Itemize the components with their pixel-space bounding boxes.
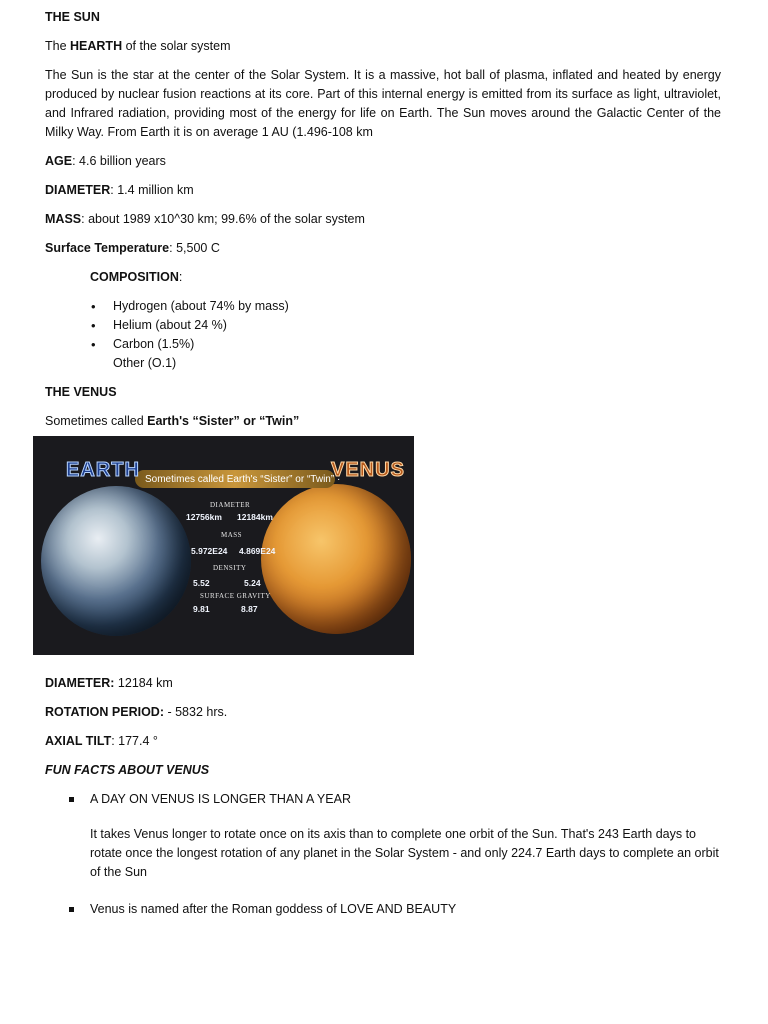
earth-diameter-value: 12756km bbox=[186, 512, 222, 522]
list-item bbox=[90, 790, 721, 882]
fact-value: 12184 km bbox=[114, 676, 173, 690]
fact-value: : 1.4 million km bbox=[110, 183, 194, 197]
sun-fact-mass bbox=[45, 210, 721, 229]
fact-label: DIAMETER bbox=[45, 183, 111, 197]
fun-fact-title: Venus is named after the Roman goddess of LOVE AND BEAUTY bbox=[90, 902, 457, 916]
fun-facts-list bbox=[45, 790, 721, 919]
fun-fact-body: It takes Venus longer to rotate once on its axis than to complete one orbit of the Sun. That's 243 Earth days to rotate once the longest rotation of any planet in the Solar System - and only 224.7 Earth days to complete an orbit of the Sun bbox=[90, 827, 719, 879]
document-page bbox=[45, 8, 721, 441]
tagline-text: Sometimes called Earth's “Sister” or “Twin” · bbox=[145, 474, 341, 485]
venus-fact-rotation bbox=[45, 703, 721, 722]
square-bullet-icon bbox=[69, 797, 74, 802]
sun-fact-diameter bbox=[45, 181, 721, 200]
venus-label: VENUS bbox=[331, 459, 405, 481]
earth-label: EARTH bbox=[66, 459, 140, 481]
venus-heading: THE VENUS bbox=[45, 385, 117, 399]
venus-mass-value: 4.869E24 bbox=[239, 546, 276, 556]
fact-label: DIAMETER: bbox=[45, 676, 115, 690]
square-bullet-icon bbox=[69, 907, 74, 912]
bullet-icon: • bbox=[91, 337, 96, 352]
list-item bbox=[90, 900, 721, 919]
sometimes-bold: Earth's “Sister” or “Twin” bbox=[147, 414, 300, 428]
sun-fact-temperature bbox=[45, 239, 721, 258]
venus-density-value: 5.24 bbox=[244, 578, 261, 588]
composition-list bbox=[45, 297, 721, 373]
fun-fact-title: A DAY ON VENUS IS LONGER THAN A YEAR bbox=[90, 792, 351, 806]
diameter-head: DIAMETER bbox=[210, 501, 251, 509]
hearth-prefix: The bbox=[45, 39, 71, 53]
composition-colon: : bbox=[178, 270, 183, 284]
bullet-icon: • bbox=[91, 318, 96, 333]
venus-gravity-value: 8.87 bbox=[241, 604, 258, 614]
fact-label: MASS bbox=[45, 212, 82, 226]
list-item bbox=[91, 335, 721, 354]
earth-venus-comparison-image bbox=[33, 436, 414, 655]
bullet-icon: • bbox=[91, 299, 96, 314]
list-item-text: Carbon (1.5%) bbox=[113, 337, 195, 351]
earth-gravity-value: 9.81 bbox=[193, 604, 210, 614]
venus-details bbox=[45, 674, 721, 927]
hearth-suffix: of the solar system bbox=[122, 39, 231, 53]
sun-fact-age bbox=[45, 152, 721, 171]
fact-label: ROTATION PERIOD: bbox=[45, 705, 164, 719]
sun-hearth-line bbox=[45, 37, 721, 56]
sun-intro-paragraph: The Sun is the star at the center of the Solar System. It is a massive, hot ball of plasma, inflated and heated by energy produced by nuclear fusion reactions at its core. Part of this internal energy is emitted from its surface as light, ultraviolet, and Infrared radiation, providing most of the energy for life on Earth. The Sun moves around the Galactic Center of the Milky Way. From Earth it is on average 1 AU (1.496-108 km bbox=[45, 68, 721, 139]
fact-label: Surface Temperature bbox=[45, 241, 170, 255]
sun-heading: THE SUN bbox=[45, 10, 100, 24]
earth-density-value: 5.52 bbox=[193, 578, 210, 588]
density-head: DENSITY bbox=[213, 564, 247, 572]
list-item bbox=[113, 354, 721, 373]
list-item bbox=[91, 316, 721, 335]
fact-value: : 177.4 ° bbox=[111, 734, 158, 748]
gravity-head: SURFACE GRAVITY bbox=[200, 592, 271, 600]
mass-head: MASS bbox=[221, 531, 243, 539]
venus-sometimes-line bbox=[45, 412, 721, 431]
composition-label: COMPOSITION bbox=[90, 270, 179, 284]
fact-label: AGE bbox=[45, 154, 73, 168]
composition-heading bbox=[90, 268, 721, 287]
fact-value: : 5,500 C bbox=[169, 241, 220, 255]
list-item-text: Helium (about 24 %) bbox=[113, 318, 227, 332]
list-item-text: Hydrogen (about 74% by mass) bbox=[113, 299, 289, 313]
fun-facts-heading: FUN FACTS ABOUT VENUS bbox=[45, 763, 210, 777]
hearth-bold: HEARTH bbox=[70, 39, 123, 53]
fact-label: AXIAL TILT bbox=[45, 734, 112, 748]
fact-value: - 5832 hrs. bbox=[163, 705, 228, 719]
fact-value: : 4.6 billion years bbox=[72, 154, 166, 168]
fact-value: : about 1989 x10^30 km; 99.6% of the solar system bbox=[81, 212, 365, 226]
earth-mass-value: 5.972E24 bbox=[191, 546, 228, 556]
sometimes-prefix: Sometimes called bbox=[45, 414, 148, 428]
venus-fact-tilt bbox=[45, 732, 721, 751]
venus-diameter-value: 12184km bbox=[237, 512, 273, 522]
list-item bbox=[91, 297, 721, 316]
venus-fact-diameter bbox=[45, 674, 721, 693]
list-item-text: Other (O.1) bbox=[113, 356, 177, 370]
earth-planet-image bbox=[41, 486, 191, 636]
venus-planet-image bbox=[261, 484, 411, 634]
